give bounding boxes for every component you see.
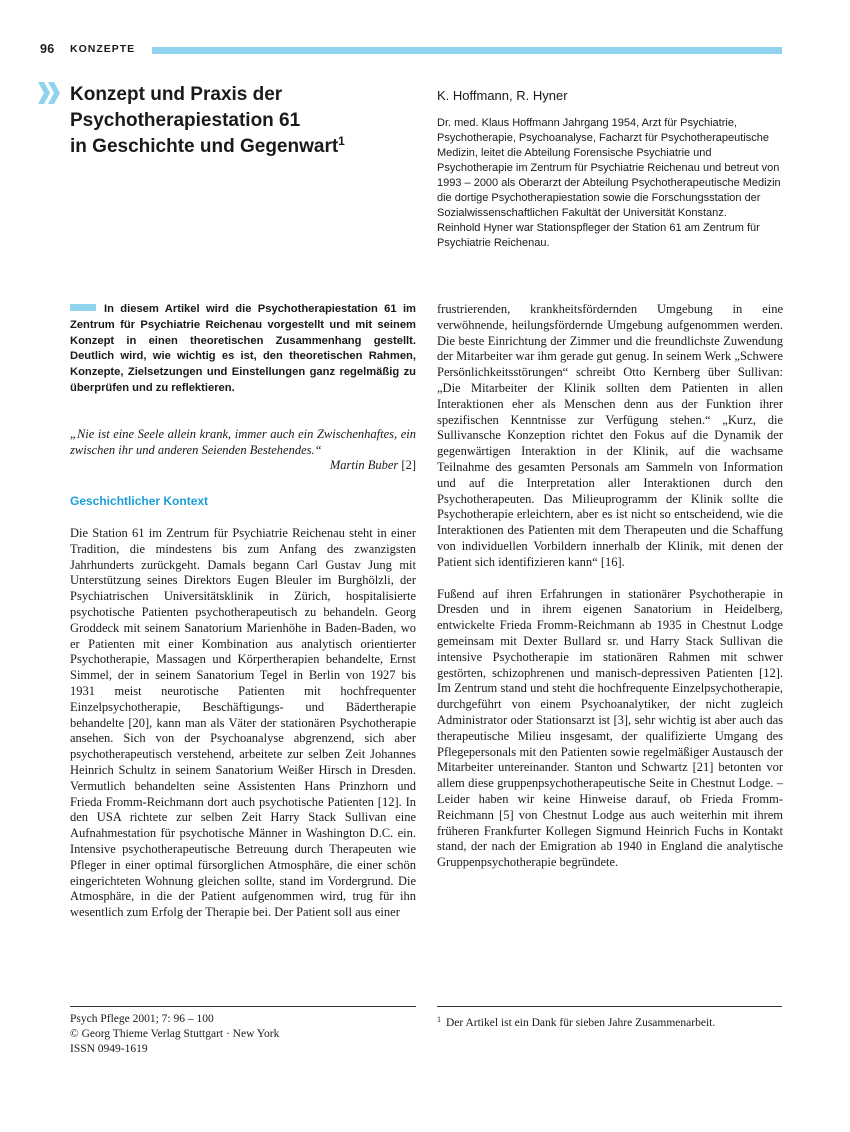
abstract xyxy=(70,302,416,397)
body-paragraph: Fußend auf ihren Erfahrungen in stationärer Psychotherapie in Dresden und in ihrem eigenen Sanatorium in Heidelberg, entwickelte Frieda Fromm-Reichmann ab 1935 in Chestnut Lodge gemeinsam mit Dexter Bullard sr. und Harry Stack Sullivan die intensive Psychotherapie im stationären Rahmen mit schwer gestörten, schizophrenen und manisch-depressiven Patienten [12]. Im Zentrum stand und steht die hochfrequente Einzelpsychotherapie, durchgeführt von einem Psychoanalytiker, der nicht zugleich Administrator oder Stationsarzt ist [3], sehr wichtig ist aber auch das therapeutische Milieu insgesamt, der qualifizierte Umgang des Pflegepersonals mit den Patienten sowie regelmäßiger Austausch der Mitarbeiter untereinander. Stanton und Schwartz [21] betonten vor allem diese gruppenpsychotherapeutische Seite in Chestnut Lodge. – Leider haben wir keine Hinweise darauf, ob Frieda Fromm-Reichmann [5] von Chestnut Lodge aus auch weiterhin mit ihrem früheren Frankfurter Kollegen Sigmund Heinrich Fuchs in Kontakt stand, der nach der Emigration ab 1940 in England die analytische Gruppenpsychotherapie begründete. xyxy=(437,586,783,870)
publisher: © Georg Thieme Verlag Stuttgart · New York xyxy=(70,1028,280,1040)
title-line-3: in Geschichte und Gegenwart xyxy=(70,136,339,157)
epigraph-source xyxy=(70,458,416,474)
journal-citation: Psych Pflege 2001; 7: 96 – 100 xyxy=(70,1013,214,1025)
abstract-text: In diesem Artikel wird die Psychotherapiestation 61 im Zentrum für Psychiatrie Reichenau vorgestellt und mit seinem Konzept in einen theoretischen Zusammenhang gestellt. Deutlich wird, wie wichtig es ist, den theoretischen Rahmen, Konzepte, Zielsetzungen und Einstellungen ganz regelmäßig zu überprüfen und zu reflektieren. xyxy=(70,303,416,394)
page-number: 96 xyxy=(40,42,55,56)
right-column xyxy=(437,302,783,871)
bio-hyner: Reinhold Hyner war Stationspfleger der Station 61 am Zentrum für Psychiatrie Reichenau. xyxy=(437,222,760,249)
title-footnote-mark[interactable]: 1 xyxy=(338,134,345,148)
quote-reference: [2] xyxy=(401,458,416,473)
article-title xyxy=(70,82,410,160)
quote-author: Martin Buber xyxy=(329,458,399,473)
issn: ISSN 0949-1619 xyxy=(70,1043,148,1055)
footnote-mark: 1 xyxy=(437,1015,441,1024)
body-paragraph: Die Station 61 im Zentrum für Psychiatrie Reichenau steht in einer Tradition, die mindestens bis zum Anfang des zwanzigsten Jahrhunderts zurückgeht. Damals begann Carl Gustav Jung mit Unterstützung seines Direktors Eugen Bleuler im Burghölzli, der Psychiatrischen Universitätsklinik in Zürich, hospitalisierte psychotische Patienten psychotherapeutisch zu behandeln. Georg Groddeck mit seinem Sanatorium Marienhöhe in Baden-Baden, wo er Patienten mit einer Kombination aus analytisch orientierter Psychotherapie, Massagen und Körpertherapien behandelte, Ernst Simmel, der in seinem Sanatorium Tegel in Berlin von 1927 bis 1931 meist neurotische Patienten mit hochfrequenter Einzelpsychotherapie, Beschäftigungs- und Bädertherapie behandelte [20], kann man als Väter der stationären Psychotherapie ansehen. Sich von der Psychoanalyse abgrenzend, sich aber psychotherapeutisch verstehend, arbeitete zur selben Zeit Johannes Heinrich Schultz in seinem Sanatorium Weißer Hirsch in Dresden. Vermutlich behandelten seine Assistenten Hans Prinzhorn und Frieda Fromm-Reichmann dort auch psychotische Patienten [12]. In den USA richtete zur selben Zeit Harry Stack Sullivan eine Aufnahmestation für psychotische Männer in Washington D.C. ein. Intensive psychotherapeutische Betreuung durch Therapeuten wie Pfleger in einer optimal fürsorglichen Atmosphäre, die einer schön eingerichteten Wohnung gleichen sollte, stand im Vordergrund. Die Atmosphäre, in die der Patient aufgenommen wird, trug für ihn wesentlich zum Erfolg der Therapie bei. Der Patient soll aus einer xyxy=(70,525,416,920)
body-paragraph: frustrierenden, krankheitsfördernden Umgebung in eine verwöhnende, heilungsfördernde Umgebung aufgenommen werden. Die beste Einrichtung der Zimmer und die freundlichste Zuwendung der Mitarbeiter war ihm gerade gut genug. In seinem Werk „Schwere Persönlichkeitsstörungen“ schreibt Otto Kernberg über Sullivan: „Die Mitarbeiter der Klinik sollten dem Patienten in allen Interaktionen eher als Menschen denn aus der Funktion ihrer spezifischen Kenntnisse zur Verfügung stehen.“ „Kurz, die Sullivansche Konzeption richtet den Fokus auf die Dynamik der gegenwärtigen Interaktion in der Klinik, auf die wachsame Teilnahme des gesamten Personals am Sammeln von Information und auf die Interpretation aller Interaktionen durch den Psychotherapeuten. Das Milieuprogramm der Klinik sollte die Psychotherapie erleichtern, aber es ist nicht so entscheidend, wie die Interaktionen des Patienten mit dem Therapeuten und die Schaffung von individuellen Vorbildern innerhalb der Klinik, mit denen der Patient sich identifizieren kann“ [16]. xyxy=(437,302,783,569)
authors: K. Hoffmann, R. Hyner xyxy=(437,88,568,103)
left-column xyxy=(70,302,416,921)
publication-info xyxy=(70,1006,416,1057)
section-heading: Geschichtlicher Kontext xyxy=(70,494,209,509)
bio-hoffmann: Dr. med. Klaus Hoffmann Jahrgang 1954, Arzt für Psychiatrie, Psychotherapie, Psychoanalyse, Facharzt für Psychotherapeutische Medizin, leitet die Abteilung Forensische Psychiatrie und Psychotherapie im Zentrum für Psychiatrie Reichenau und betreut von 1993 – 2000 als Oberarzt der Abteilung Psychotherapeutische Medizin die dortige Psychotherapiestation sowie die Forschungsstation der Sozialwissenschaftlichen Fakultät der Universität Konstanz. xyxy=(437,117,781,219)
title-line-2: Psychotherapiestation 61 xyxy=(70,110,301,131)
footnote-text: Der Artikel ist ein Dank für sieben Jahre Zusammenarbeit. xyxy=(446,1017,716,1029)
epigraph-quote: „Nie ist eine Seele allein krank, immer auch ein Zwischenhaftes, ein zwischen ihr und anderen Seienden Bestehendes.“ xyxy=(70,426,416,457)
author-bio xyxy=(437,116,782,251)
abstract-accent-bar xyxy=(70,304,96,311)
double-chevron-icon xyxy=(37,82,61,104)
header-accent-bar xyxy=(152,47,782,54)
section-label: KONZEPTE xyxy=(70,43,136,55)
running-header xyxy=(40,42,782,60)
title-line-1: Konzept und Praxis der xyxy=(70,84,283,105)
footnote xyxy=(437,1006,782,1031)
